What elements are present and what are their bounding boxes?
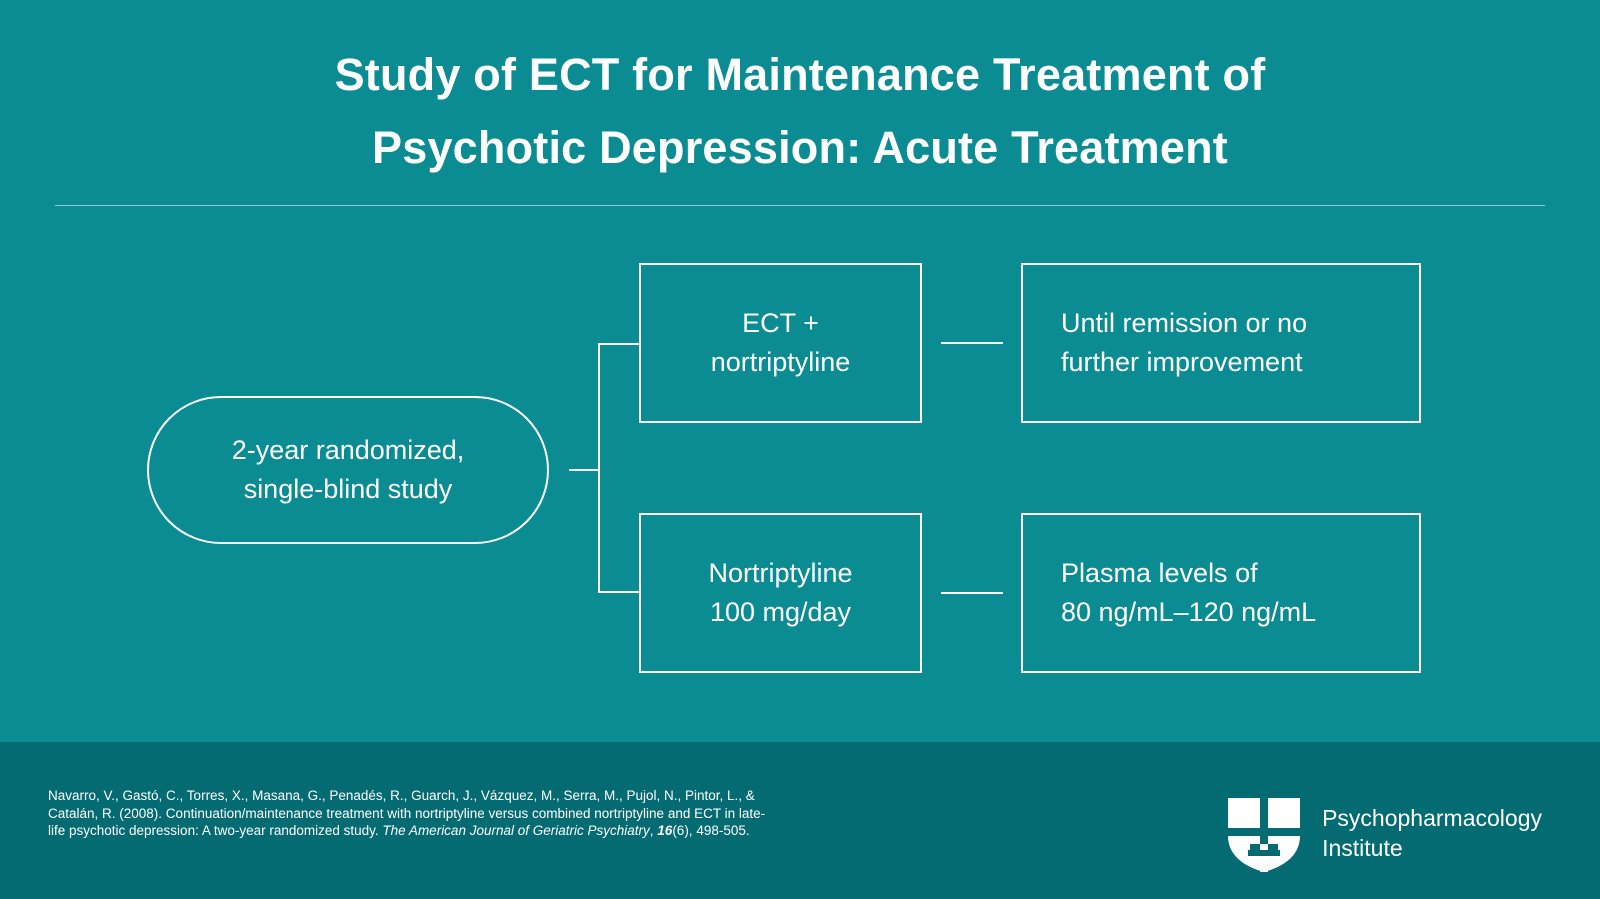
- node-treatment-arm-2-line-1: Nortriptyline: [708, 558, 853, 588]
- node-treatment-arm-1-line-1: ECT +: [742, 308, 819, 338]
- connector-study-to-bracket: [569, 469, 599, 471]
- connector-arm2-to-outcome2: [941, 592, 1003, 594]
- node-outcome-2-line-2: 80 ng/mL–120 ng/mL: [1061, 597, 1317, 627]
- brand-lockup: [1224, 792, 1542, 874]
- page-title: [0, 38, 1600, 184]
- node-study-design-line-2: single-blind study: [243, 474, 453, 504]
- citation-volume: 16: [657, 823, 673, 838]
- connector-bracket-arm-bottom: [598, 591, 640, 593]
- node-outcome-2-line-1: Plasma levels of: [1061, 558, 1258, 588]
- connector-bracket-spine: [598, 343, 600, 593]
- citation-authors-title: Navarro, V., Gastó, C., Torres, X., Masana, G., Penadés, R., Guarch, J., Vázquez, M., Serra, M., Pujol, N., Pintor, L., & Catalán, R. (2008). Continuation/maintenance treatment with nortriptyline versus combined nortriptyline and ECT in late-life psychotic depression: A two-year randomized study.: [48, 788, 766, 838]
- page-title-line-2: Psychotic Depression: Acute Treatment: [372, 122, 1228, 173]
- citation-journal: The American Journal of Geriatric Psychiatry: [382, 823, 650, 838]
- node-study-design-line-1: 2-year randomized,: [231, 435, 465, 465]
- node-treatment-arm-2: [639, 513, 922, 673]
- brand-name-line-1: Psychopharmacology: [1322, 805, 1542, 831]
- footer-bar: [0, 742, 1600, 899]
- citation-text: [48, 787, 768, 840]
- node-study-design: [147, 396, 549, 544]
- node-treatment-arm-2-line-2: 100 mg/day: [709, 597, 852, 627]
- citation-comma: ,: [649, 823, 658, 838]
- node-treatment-arm-1: [639, 263, 922, 423]
- shield-logo-icon: [1224, 792, 1304, 874]
- title-divider: [55, 205, 1545, 206]
- node-outcome-1-line-2: further improvement: [1061, 347, 1303, 377]
- flowchart-diagram: [0, 230, 1600, 710]
- brand-name: [1322, 803, 1542, 863]
- brand-name-line-2: Institute: [1322, 835, 1403, 861]
- node-outcome-1: [1021, 263, 1421, 423]
- page-title-line-1: Study of ECT for Maintenance Treatment of: [334, 49, 1266, 100]
- node-outcome-2: [1021, 513, 1421, 673]
- node-outcome-1-line-1: Until remission or no: [1061, 308, 1308, 338]
- connector-arm1-to-outcome1: [941, 342, 1003, 344]
- connector-bracket-arm-top: [598, 343, 640, 345]
- node-treatment-arm-1-line-2: nortriptyline: [710, 347, 851, 377]
- citation-issue-pages: (6), 498-505.: [672, 823, 750, 838]
